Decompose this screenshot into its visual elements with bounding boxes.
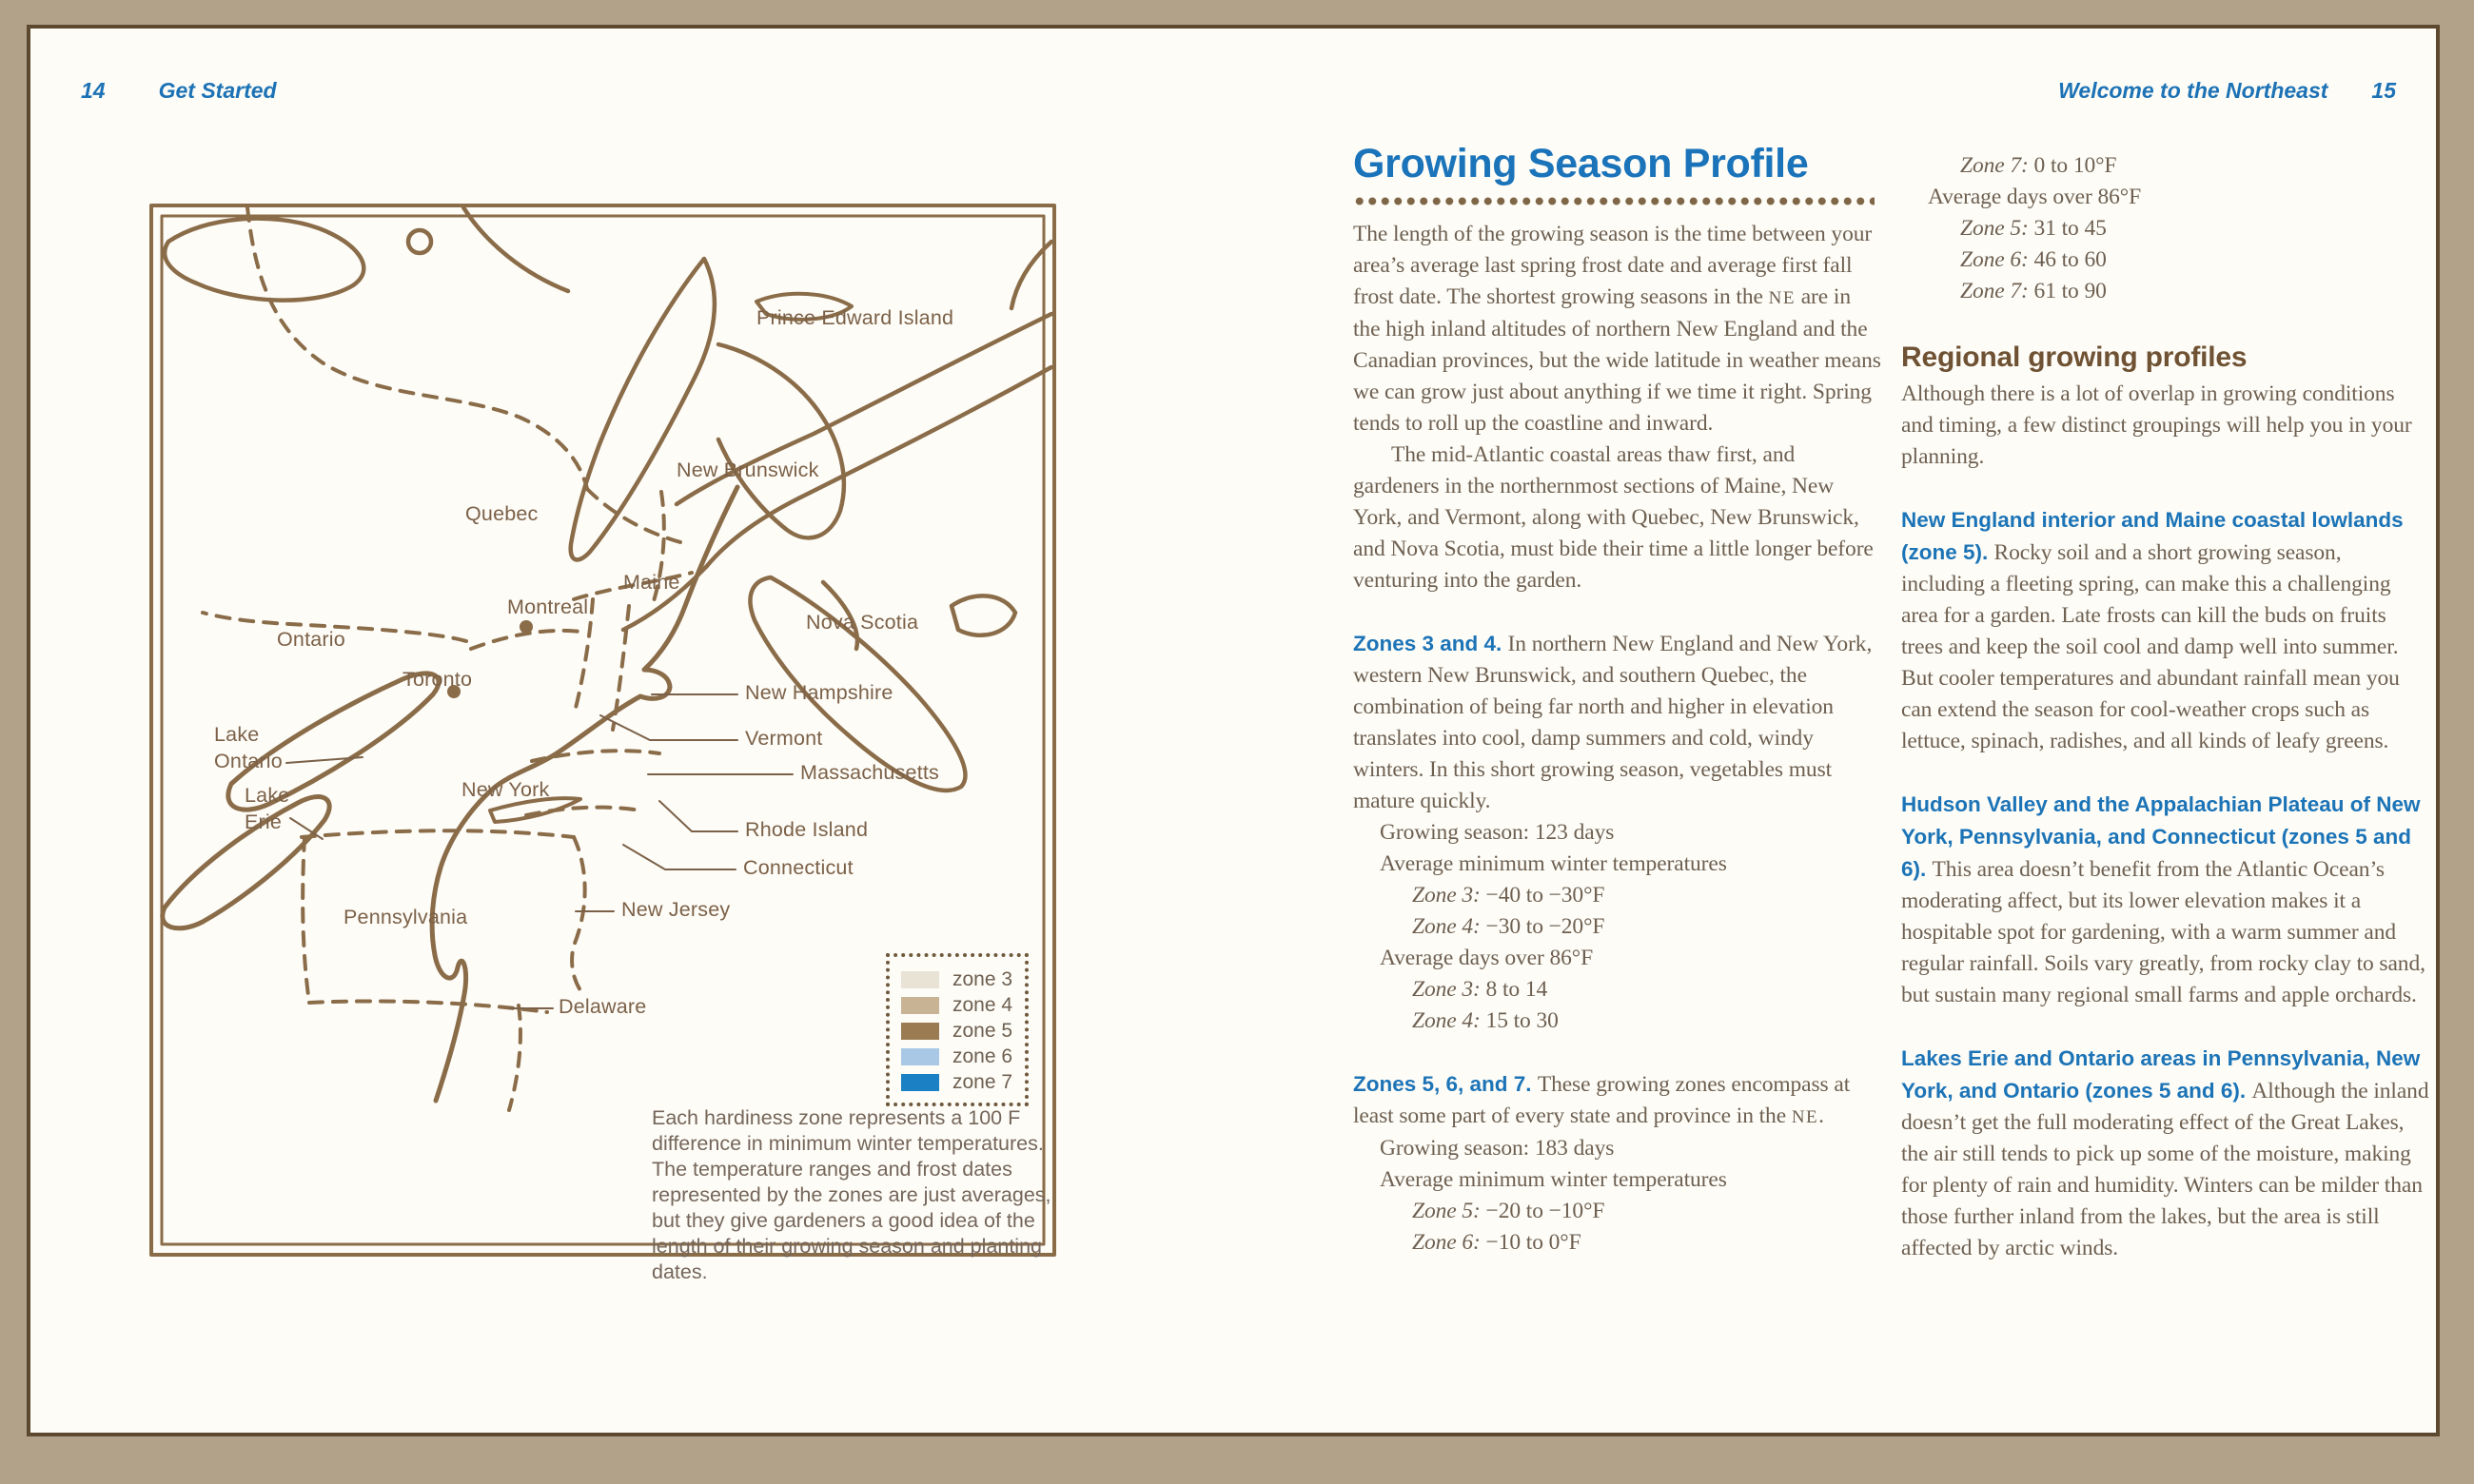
- map-caption: Each hardiness zone represents a 100 F difference in minimum winter temperatures. The temperature ranges and frost dates represented by the zones are just averages, but they give gardeners a good idea of the length of their growing season and planting dates.: [652, 1106, 1051, 1283]
- legend-row-zone4: [901, 992, 1013, 1018]
- callout-lines: [286, 694, 793, 1008]
- map-label-ontario: Ontario: [277, 628, 345, 651]
- z34-days-over-86: Average days over 86°F: [1380, 946, 1594, 970]
- profile-new-england: New England interior and Maine coastal lowlands (zone 5). Rocky soil and a short growing season, including a fleeting spring, can make this a challenging area for a garden. Late frosts can kill the buds on fruits trees and keep the soil cool and damp well into summer. But cooler temperatures and abundant rainfall mean you can extend the season for cool-weather crops such as lettuce, spinach, radishes, and all kinds of leafy greens.: [1901, 508, 2404, 753]
- map-label-montreal: Montreal: [507, 596, 589, 618]
- zone-legend: [886, 953, 1029, 1106]
- article-title: Growing Season Profile: [1353, 141, 1809, 186]
- zone6-swatch: [901, 1048, 939, 1065]
- z567-zone7-temp: Zone 7: 0 to 10°F: [1960, 153, 2117, 178]
- z34-zone4-temp: Zone 4: −30 to −20°F: [1412, 914, 1605, 939]
- map-label-lake-ontario-1: Lake: [214, 723, 260, 746]
- z34-zone3-days: Zone 3: 8 to 14: [1412, 977, 1548, 1002]
- zone6-label: zone 6: [952, 1045, 1013, 1067]
- z567-zone6-temp: Zone 6: −10 to 0°F: [1412, 1230, 1581, 1255]
- page-number-right: 15: [2371, 78, 2396, 103]
- map-label-new-hampshire: New Hampshire: [745, 681, 893, 704]
- hardiness-zone-map: [147, 202, 1058, 1283]
- z34-min-winter-temps: Average minimum winter temperatures: [1380, 851, 1727, 876]
- zone4-label: zone 4: [952, 993, 1013, 1016]
- map-label-pennsylvania: Pennsylvania: [344, 906, 468, 928]
- z34-zone3-temp: Zone 3: −40 to −30°F: [1412, 883, 1605, 908]
- dashed-borders: [203, 207, 692, 1110]
- map-label-delaware: Delaware: [559, 995, 647, 1018]
- z567-zone5-temp: Zone 5: −20 to −10°F: [1412, 1199, 1605, 1223]
- zone7-swatch: [901, 1074, 939, 1091]
- montreal-dot: [520, 620, 533, 634]
- running-head-left: [81, 78, 277, 104]
- z567-growing-season: Growing season: 183 days: [1380, 1136, 1615, 1161]
- gaspe-peninsula: [571, 259, 715, 559]
- legend-row-zone6: [901, 1044, 1013, 1069]
- legend-row-zone3: [901, 967, 1013, 992]
- section-title-right: Welcome to the Northeast: [2058, 78, 2328, 103]
- z567-min-winter-temps: Average minimum winter temperatures: [1380, 1167, 1727, 1192]
- map-label-vermont: Vermont: [745, 727, 823, 750]
- z567-zone6-days: Zone 6: 46 to 60: [1960, 247, 2107, 272]
- page-number-left: 14: [81, 78, 106, 103]
- title-dotted-rule: [1353, 196, 1875, 206]
- map-label-massachusetts: Massachusetts: [800, 761, 939, 784]
- z567-zone5-days: Zone 5: 31 to 45: [1960, 216, 2107, 241]
- z34-growing-season: Growing season: 123 days: [1380, 820, 1615, 845]
- regional-profiles-intro: Although there is a lot of overlap in growing conditions and timing, a few distinct groupings will help you in your planning.: [1901, 381, 2412, 469]
- map-label-connecticut: Connecticut: [743, 856, 854, 879]
- map-label-maine: Maine: [623, 571, 680, 594]
- z34-zone4-days: Zone 4: 15 to 30: [1412, 1008, 1559, 1033]
- article-column-1: [1353, 219, 1882, 1259]
- map-label-nova-scotia: Nova Scotia: [806, 611, 919, 634]
- zone4-swatch: [901, 997, 939, 1014]
- zone7-label: zone 7: [952, 1070, 1013, 1093]
- zones-3-4-paragraph: Zones 3 and 4. In northern New England and New York, western New Brunswick, and southern Quebec, the combination of being far north and higher in elevation translates into cool, damp summers and cold, windy winters. In this short growing season, vegetables must mature quickly.: [1353, 632, 1873, 813]
- z567-zone7-days: Zone 7: 61 to 90: [1960, 279, 2107, 303]
- running-head-right: [2058, 78, 2396, 104]
- map-label-new-brunswick: New Brunswick: [677, 459, 819, 481]
- article-column-2: [1901, 150, 2430, 1264]
- map-label-lake-erie-2: Erie: [245, 810, 283, 833]
- profile-lakes-erie-ontario: Lakes Erie and Ontario areas in Pennsylvania, New York, and Ontario (zones 5 and 6). Although the inland doesn’t get the full moderating effect of the Great Lakes, the air still tends to pick up some of the moisture, making for plenty of rain and humidity. Winters can be milder than those further inland from the lakes, but the area is still affected by arctic winds.: [1901, 1046, 2429, 1260]
- map-label-rhode-island: Rhode Island: [745, 818, 869, 841]
- map-label-quebec: Quebec: [465, 502, 539, 525]
- zone3-label: zone 3: [952, 967, 1013, 990]
- map-label-lake-erie-1: Lake: [245, 784, 290, 807]
- legend-row-zone7: [901, 1069, 1013, 1095]
- map-label-lake-ontario-2: Ontario: [214, 750, 283, 772]
- intro-paragraph-2: The mid-Atlantic coastal areas thaw first, and gardeners in the northernmost sections of Maine, New York, and Vermont, along with Quebec, New Brunswick, and Nova Scotia, must bide their time a little longer before venturing into the garden.: [1353, 442, 1874, 593]
- zone5-swatch: [901, 1023, 939, 1040]
- section-title-left: Get Started: [158, 78, 277, 103]
- profile-hudson-valley: Hudson Valley and the Appalachian Plateau of New York, Pennsylvania, and Connecticut (zones 5 and 6). This area doesn’t benefit from the Atlantic Ocean’s moderating affect, but its lower elevation makes it a hospitable spot for gardening, with a warm summer and regular rainfall. Soils vary greatly, from rocky clay to sand, but sustain many regional small farms and apple orchards.: [1901, 792, 2425, 1007]
- map-label-new-york: New York: [461, 778, 550, 801]
- intro-paragraph-1: The length of the growing season is the time between your area’s average last spring frost date and average first fall frost date. The shortest growing seasons in the NE are in the high inland altitudes of northern New England and the Canadian provinces, but the wide latitude in weather means we can grow just about anything if we time it right. Spring tends to roll up the coastline and inward.: [1353, 222, 1881, 436]
- map-label-new-jersey: New Jersey: [621, 898, 731, 921]
- map-label-toronto: Toronto: [403, 668, 473, 691]
- legend-row-zone5: [901, 1018, 1013, 1044]
- map-label-pei: Prince Edward Island: [756, 306, 954, 329]
- regional-profiles-heading: Regional growing profiles: [1901, 342, 2248, 373]
- z567-days-over-86: Average days over 86°F: [1928, 185, 2142, 209]
- zone5-label: zone 5: [952, 1019, 1013, 1042]
- map-north-shore: [165, 207, 1051, 308]
- zone3-swatch: [901, 971, 939, 988]
- zones-5-6-7-paragraph: Zones 5, 6, and 7. These growing zones encompass at least some part of every state and province in the NE.: [1353, 1072, 1851, 1128]
